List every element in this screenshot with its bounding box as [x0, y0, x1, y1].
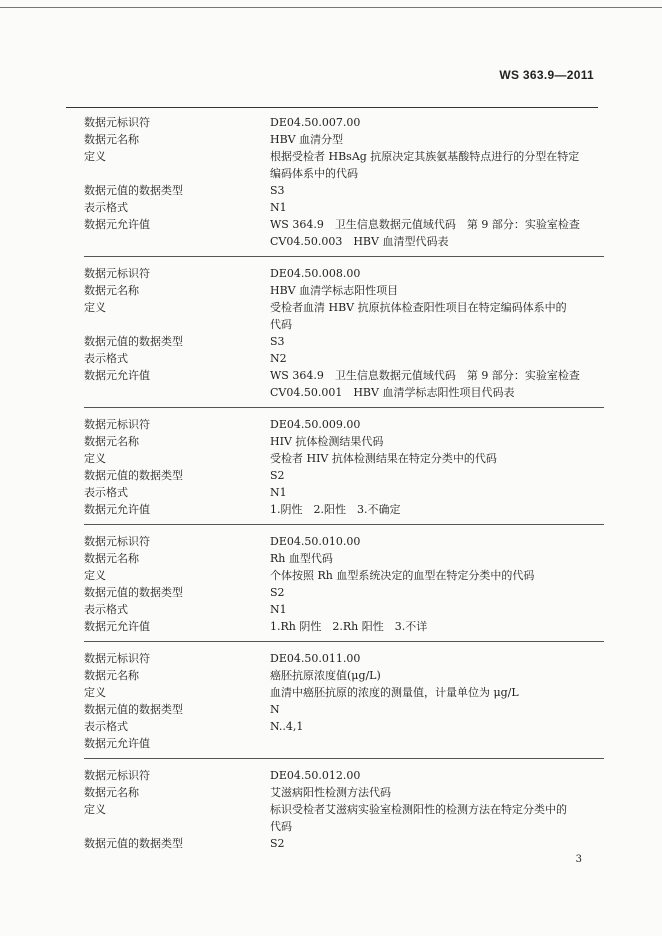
- field-row-datatype: [84, 182, 604, 199]
- field-row-datatype: [84, 467, 604, 484]
- field-value: [270, 801, 604, 835]
- field-row-allowed: [84, 367, 604, 401]
- field-row-allowed: [84, 618, 604, 635]
- field-label: 数据元标识符: [84, 116, 150, 129]
- field-label: 表示格式: [84, 720, 128, 733]
- field-label: 数据元标识符: [84, 769, 150, 782]
- field-value: N1: [270, 201, 287, 214]
- field-value: DE04.50.009.00: [270, 418, 361, 431]
- value-line: 标识受检者艾滋病实验室检测阳性的检测方法在特定分类中的: [270, 803, 567, 816]
- field-label: 定义: [84, 301, 106, 314]
- field-row-datatype: [84, 701, 604, 718]
- value-line: 血清中癌胚抗原的浓度的测量值，计量单位为 μg/L: [270, 686, 519, 699]
- field-value: DE04.50.011.00: [270, 652, 361, 665]
- field-row-definition: [84, 684, 604, 701]
- data-element-block: [84, 533, 604, 642]
- value-line: 代码: [270, 820, 292, 833]
- field-value: [270, 367, 604, 401]
- field-label: 数据元允许值: [84, 503, 150, 516]
- field-value: [270, 216, 604, 250]
- field-label: 定义: [84, 569, 106, 582]
- field-row-name: [84, 282, 604, 299]
- field-value: S3: [270, 184, 285, 197]
- data-element-list: [84, 114, 604, 866]
- value-line: WS 364.9 卫生信息数据元值域代码 第 9 部分：实验室检查: [270, 218, 580, 231]
- field-label: 定义: [84, 452, 106, 465]
- value-line: 1.阴性 2.阳性 3.不确定: [270, 503, 401, 516]
- field-value: DE04.50.012.00: [270, 769, 361, 782]
- field-row-format: [84, 601, 604, 618]
- field-label: 数据元标识符: [84, 652, 150, 665]
- field-row-datatype: [84, 333, 604, 350]
- data-element-block: [84, 650, 604, 759]
- field-value: [270, 501, 604, 518]
- value-line: WS 364.9 卫生信息数据元值域代码 第 9 部分：实验室检查: [270, 369, 580, 382]
- field-row-allowed: [84, 735, 604, 752]
- field-value: [270, 567, 604, 584]
- field-value: Rh 血型代码: [270, 552, 333, 565]
- field-label: 数据元允许值: [84, 620, 150, 633]
- field-label: 数据元值的数据类型: [84, 469, 183, 482]
- value-line: 根据受检者 HBsAg 抗原决定其族氨基酸特点进行的分型在特定: [270, 150, 580, 163]
- field-label: 表示格式: [84, 201, 128, 214]
- field-value: HBV 血清学标志阳性项目: [270, 284, 399, 297]
- header-rule: [66, 107, 598, 108]
- field-row-definition: [84, 450, 604, 467]
- field-label: 表示格式: [84, 352, 128, 365]
- field-value: S3: [270, 335, 285, 348]
- value-line: 代码: [270, 318, 292, 331]
- field-row-format: [84, 199, 604, 216]
- field-label: 数据元允许值: [84, 369, 150, 382]
- field-row-id: [84, 416, 604, 433]
- field-row-id: [84, 114, 604, 131]
- value-line: 受检者 HIV 抗体检测结果在特定分类中的代码: [270, 452, 497, 465]
- field-row-name: [84, 131, 604, 148]
- data-element-block: [84, 767, 604, 858]
- field-value: HIV 抗体检测结果代码: [270, 435, 384, 448]
- field-label: 数据元名称: [84, 786, 139, 799]
- value-line: CV04.50.001 HBV 血清学标志阳性项目代码表: [270, 386, 515, 399]
- value-line: 个体按照 Rh 血型系统决定的血型在特定分类中的代码: [270, 569, 535, 582]
- field-row-datatype: [84, 584, 604, 601]
- field-row-allowed: [84, 216, 604, 250]
- field-value: HBV 血清分型: [270, 133, 344, 146]
- field-value: N..4,1: [270, 720, 304, 733]
- field-label: 定义: [84, 686, 106, 699]
- field-label: 数据元值的数据类型: [84, 837, 183, 850]
- value-line: 编码体系中的代码: [270, 167, 358, 180]
- field-label: 定义: [84, 150, 106, 163]
- field-value: [270, 618, 604, 635]
- field-row-definition: [84, 148, 604, 182]
- field-row-id: [84, 265, 604, 282]
- field-row-id: [84, 767, 604, 784]
- field-label: 数据元值的数据类型: [84, 586, 183, 599]
- field-row-id: [84, 533, 604, 550]
- field-value: [270, 684, 604, 701]
- field-row-definition: [84, 801, 604, 835]
- data-element-block: [84, 114, 604, 257]
- field-label: 数据元名称: [84, 284, 139, 297]
- page-top-border: [0, 0, 662, 8]
- field-label: 数据元值的数据类型: [84, 184, 183, 197]
- field-value: N1: [270, 486, 287, 499]
- data-element-block: [84, 265, 604, 408]
- standard-code: WS 363.9—2011: [499, 68, 594, 82]
- field-value: S2: [270, 469, 285, 482]
- field-label: 数据元标识符: [84, 535, 150, 548]
- data-element-block: [84, 416, 604, 525]
- field-value: 艾滋病阳性检测方法代码: [270, 786, 391, 799]
- field-value: DE04.50.008.00: [270, 267, 361, 280]
- page-number: 3: [575, 854, 582, 865]
- field-row-definition: [84, 567, 604, 584]
- field-row-datatype: [84, 835, 604, 852]
- field-value: [270, 299, 604, 333]
- field-row-name: [84, 784, 604, 801]
- field-value: N2: [270, 352, 287, 365]
- field-label: 数据元标识符: [84, 267, 150, 280]
- field-label: 数据元允许值: [84, 737, 150, 750]
- field-label: 数据元名称: [84, 435, 139, 448]
- value-line: 1.Rh 阴性 2.Rh 阳性 3.不详: [270, 620, 428, 633]
- field-row-name: [84, 550, 604, 567]
- field-label: 数据元名称: [84, 669, 139, 682]
- field-label: 数据元名称: [84, 552, 139, 565]
- field-label: 数据元允许值: [84, 218, 150, 231]
- value-line: [270, 735, 604, 752]
- field-value: [270, 450, 604, 467]
- field-row-name: [84, 667, 604, 684]
- field-value: S2: [270, 586, 285, 599]
- value-line: CV04.50.003 HBV 血清型代码表: [270, 235, 449, 248]
- field-row-definition: [84, 299, 604, 333]
- field-row-format: [84, 718, 604, 735]
- field-label: 数据元名称: [84, 133, 139, 146]
- field-value: S2: [270, 837, 285, 850]
- field-value: DE04.50.007.00: [270, 116, 361, 129]
- field-value: N: [270, 703, 280, 716]
- field-row-id: [84, 650, 604, 667]
- field-label: 数据元标识符: [84, 418, 150, 431]
- field-row-format: [84, 350, 604, 367]
- field-value: 癌胚抗原浓度值(μg/L): [270, 669, 381, 682]
- field-row-allowed: [84, 501, 604, 518]
- field-value: N1: [270, 603, 287, 616]
- field-row-name: [84, 433, 604, 450]
- field-value: [270, 735, 604, 752]
- field-label: 定义: [84, 803, 106, 816]
- field-value: [270, 148, 604, 182]
- field-label: 数据元值的数据类型: [84, 703, 183, 716]
- field-value: DE04.50.010.00: [270, 535, 361, 548]
- field-label: 表示格式: [84, 603, 128, 616]
- field-label: 数据元值的数据类型: [84, 335, 183, 348]
- field-row-format: [84, 484, 604, 501]
- value-line: 受检者血清 HBV 抗原抗体检查阳性项目在特定编码体系中的: [270, 301, 567, 314]
- field-label: 表示格式: [84, 486, 128, 499]
